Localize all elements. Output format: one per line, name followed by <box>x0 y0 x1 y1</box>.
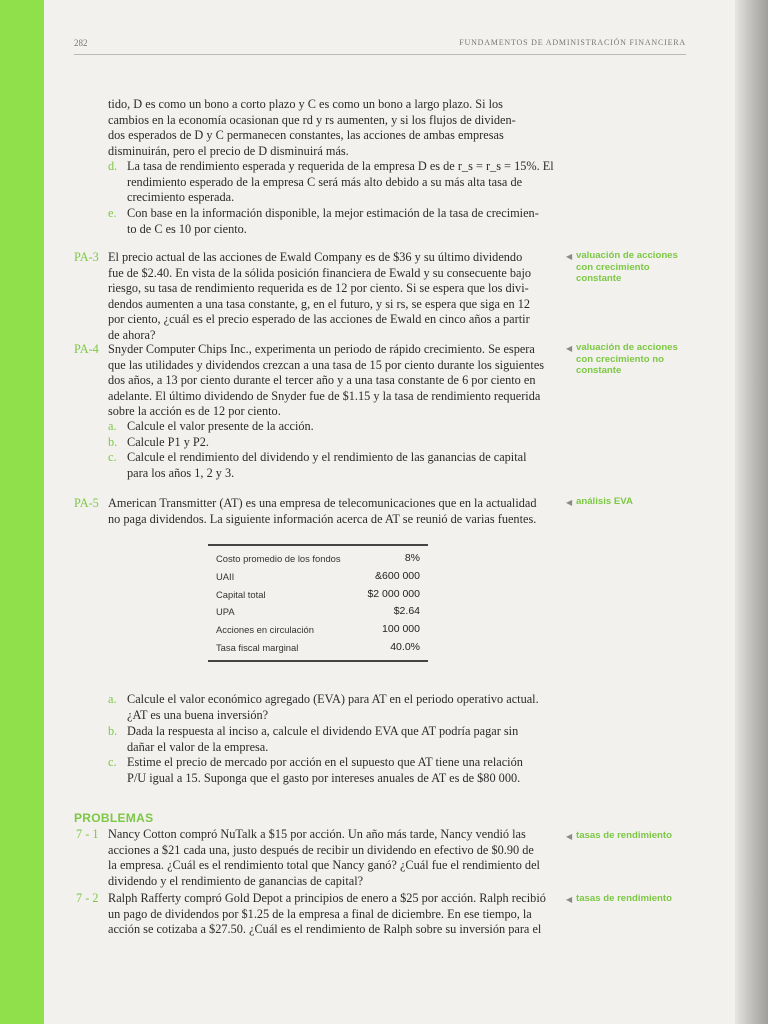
triangle-left-icon: ◀ <box>566 895 573 904</box>
problem-code-7-1: 7 - 1 <box>76 827 99 841</box>
table-row: Tasa fiscal marginal 40.0% <box>216 640 420 653</box>
pa3-paragraph: El precio actual de las acciones de Ewald Company es de $36 y su último dividendo fue de $2.40. En vista de la sólida posición financiera de Ewald y su consecuente bajo riesgo, su tasa de rendimiento requerida es de 12 por ciento. Si se espera que los divi- dendos aumenten a una tasa constante, g, en el futuro, y si rs, se espera que siga en 12 por ciento, ¿cuál es el precio esperado de las acciones de Ewald en cinco años a partir de ahora? <box>108 250 532 342</box>
triangle-left-icon: ◀ <box>566 344 573 353</box>
table-row: Capital total $2 000 000 <box>216 587 420 600</box>
running-header <box>74 38 686 54</box>
financial-data-table <box>208 544 428 662</box>
running-title: FUNDAMENTOS DE ADMINISTRACIÓN FINANCIERA <box>459 38 686 47</box>
item-e: e. Con base en la información disponible, la mejor estimación de la tasa de crecimien- to de C es 10 por ciento. <box>108 206 539 236</box>
triangle-left-icon: ◀ <box>566 252 573 261</box>
margin-note-7-1: ◀ tasas de rendimiento <box>566 830 672 841</box>
book-spine-shadow <box>735 0 768 1024</box>
margin-note-7-2: ◀ tasas de rendimiento <box>566 893 672 904</box>
problem-code-pa5: PA-5 <box>74 496 99 510</box>
pa5-paragraph: American Transmitter (AT) es una empresa de telecomunicaciones que en la actualidad no paga dividendos. La siguiente información acerca de AT se reunió de varias fuentes. <box>108 496 537 526</box>
triangle-left-icon: ◀ <box>566 832 573 841</box>
margin-note-pa5: ◀ análisis EVA <box>566 496 633 507</box>
page-number: 282 <box>74 38 88 48</box>
intro-paragraph: tido, D es como un bono a corto plazo y C es como un bono a largo plazo. Si los cambios en la economía ocasionan que rd y rs aumenten, y si los flujos de dividen- dos esperados de D y C permanecen constantes, las acciones de ambas empresas disminuirán, pero el precio de D disminuirá más. <box>108 97 516 158</box>
header-rule <box>74 54 686 55</box>
triangle-left-icon: ◀ <box>566 498 573 507</box>
table-row: Acciones en circulación 100 000 <box>216 623 420 636</box>
table-row: Costo promedio de los fondos 8% <box>216 552 420 564</box>
pa4-item-b: b. Calcule P1 y P2. <box>108 435 209 449</box>
pa4-paragraph: Snyder Computer Chips Inc., experimenta un periodo de rápido crecimiento. Se espera que las utilidades y dividendos crezcan a una tasa de 15 por ciento durante los siguientes dos años, a 13 por ciento durante el tercer año y a una tasa constante de 6 por ciento en adelante. El último dividendo de Snyder fue de $1.15 y la tasa de rendimiento requerida sobre la acción es de 12 por ciento. <box>108 342 545 419</box>
problem-code-7-2: 7 - 2 <box>76 891 99 905</box>
problem-code-pa3: PA-3 <box>74 250 99 264</box>
table-row: UPA $2.64 <box>216 605 420 618</box>
problem-code-pa4: PA-4 <box>74 342 99 356</box>
problem-7-1-paragraph: Nancy Cotton compró NuTalk a $15 por acción. Un año más tarde, Nancy vendió las acciones a $21 cada una, justo después de recibir un dividendo en efectivo de $0.90 de la empresa. ¿Cuál es el rendimiento total que Nancy ganó? ¿Cuál fue el rendimiento del dividendo y el rendimiento de ganancias de capital? <box>108 827 540 888</box>
problem-7-2-paragraph: Ralph Rafferty compró Gold Depot a principios de enero a $25 por acción. Ralph recibió un pago de dividendos por $1.25 de la empresa a final de diciembre. En ese tiempo, la acción se cotizaba a $27.50. ¿Cuál es el rendimiento de Ralph sobre su inversión para el <box>108 891 546 937</box>
problems-heading: PROBLEMAS <box>74 811 154 825</box>
pa4-item-c: c. Calcule el rendimiento del dividendo y el rendimiento de las ganancias de capital para los años 1, 2 y 3. <box>108 450 527 480</box>
pa5-item-a: a. Calcule el valor económico agregado (EVA) para AT en el periodo operativo actual. ¿AT es una buena inversión? <box>108 692 539 722</box>
pa4-item-a: a. Calcule el valor presente de la acción. <box>108 419 314 433</box>
margin-note-pa4: ◀ valuación de acciones con crecimiento no constante <box>566 342 678 376</box>
pa5-item-c: c. Estime el precio de mercado por acción en el supuesto que AT tiene una relación P/U igual a 15. Suponga que el gasto por intereses anuales de AT es de $80 000. <box>108 755 523 785</box>
table-row: UAII &600 000 <box>216 569 420 582</box>
item-d: d. La tasa de rendimiento esperada y requerida de la empresa D es de r_s = r_s = 15%. El rendimiento esperado de la empresa C será más alto debido a su más alta tasa de crecimiento esperada. <box>108 159 554 205</box>
green-margin-bar <box>0 0 44 1024</box>
pa5-item-b: b. Dada la respuesta al inciso a, calcule el dividendo EVA que AT podría pagar sin dañar el valor de la empresa. <box>108 724 519 754</box>
margin-note-pa3: ◀ valuación de acciones con crecimiento constante <box>566 250 678 284</box>
